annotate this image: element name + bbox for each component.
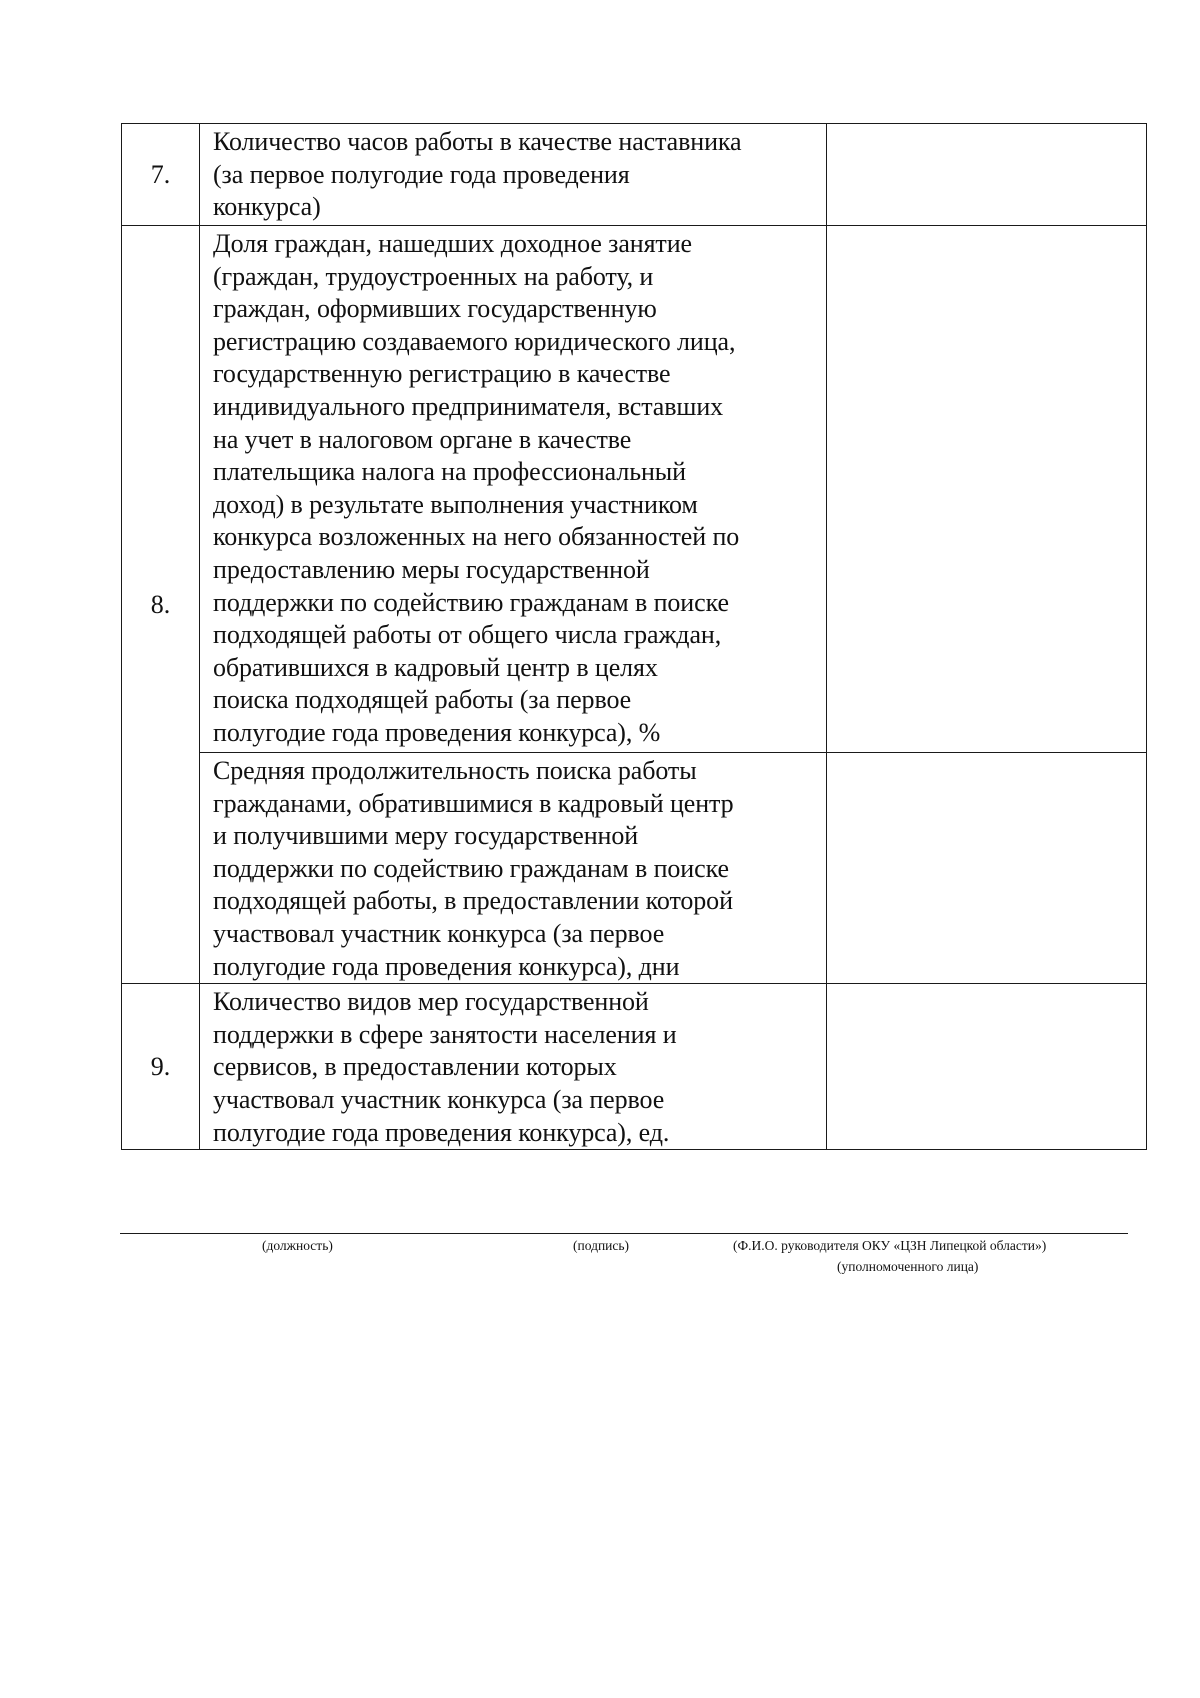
text-line: и получившими меру государственной: [213, 821, 639, 851]
text-line: (за первое полугодие года проведения: [213, 159, 630, 189]
position-caption: (должность): [262, 1238, 333, 1253]
text-line: Количество часов работы в качестве наставника: [213, 127, 742, 156]
signature-line: [120, 1233, 1128, 1234]
text-line: участвовал участник конкурса (за первое: [213, 1084, 665, 1114]
text-line: полугодие года проведения конкурса), %: [213, 717, 661, 747]
text-line: участвовал участник конкурса (за первое: [213, 918, 665, 948]
row-number: 8.: [122, 226, 200, 984]
criteria-table: [121, 123, 1147, 1150]
text-line: предоставлению меры государственной: [213, 554, 650, 584]
row-number: 7.: [122, 124, 200, 226]
criterion-text: [200, 124, 827, 226]
text-line: конкурса возложенных на него обязанностей по: [213, 522, 740, 552]
text-line: плательщика налога на профессиональный: [213, 457, 686, 487]
text-line: полугодие года проведения конкурса), ед.: [213, 1117, 670, 1147]
authorized-person-caption: (уполномоченного лица): [837, 1259, 979, 1274]
text-line: граждан, оформивших государственную: [213, 294, 657, 324]
table-row: [122, 753, 1147, 984]
text-line: гражданами, обратившимися в кадровый центр: [213, 788, 734, 818]
text-line: поддержки в сфере занятости населения и: [213, 1019, 677, 1049]
text-line: полугодие года проведения конкурса), дни: [213, 951, 680, 981]
text-line: Количество видов мер государственной: [213, 987, 649, 1017]
value-cell: [827, 124, 1147, 226]
text-line: индивидуального предпринимателя, вставших: [213, 391, 724, 421]
text-line: государственную регистрацию в качестве: [213, 359, 671, 389]
text-line: доход) в результате выполнения участником: [213, 489, 698, 519]
text-line: регистрацию создаваемого юридического лица,: [213, 326, 736, 356]
value-cell: [827, 753, 1147, 984]
text-line: на учет в налоговом органе в качестве: [213, 424, 632, 454]
table-row: [122, 226, 1147, 753]
text-line: поддержки по содействию гражданам в поиске: [213, 587, 729, 617]
text-line: сервисов, в предоставлении которых: [213, 1052, 617, 1082]
text-line: подходящей работы от общего числа граждан,: [213, 620, 722, 650]
text-line: обратившихся в кадровый центр в целях: [213, 652, 658, 682]
value-cell: [827, 226, 1147, 753]
text-line: Средняя продолжительность поиска работы: [213, 756, 697, 785]
row-number: 9.: [122, 984, 200, 1150]
text-line: (граждан, трудоустроенных на работу, и: [213, 261, 654, 291]
value-cell: [827, 984, 1147, 1150]
fio-caption: (Ф.И.О. руководителя ОКУ «ЦЗН Липецкой области»): [733, 1238, 1047, 1253]
criterion-text: [200, 226, 827, 753]
table-row: [122, 124, 1147, 226]
text-line: подходящей работы, в предоставлении которой: [213, 886, 733, 916]
criterion-text: [200, 984, 827, 1150]
signature-caption: (подпись): [573, 1238, 630, 1253]
table-row: [122, 984, 1147, 1150]
text-line: поддержки по содействию гражданам в поиске: [213, 853, 729, 883]
text-line: конкурса): [213, 192, 321, 222]
text-line: Доля граждан, нашедших доходное занятие: [213, 229, 692, 258]
criterion-text: [200, 753, 827, 984]
text-line: поиска подходящей работы (за первое: [213, 685, 632, 715]
